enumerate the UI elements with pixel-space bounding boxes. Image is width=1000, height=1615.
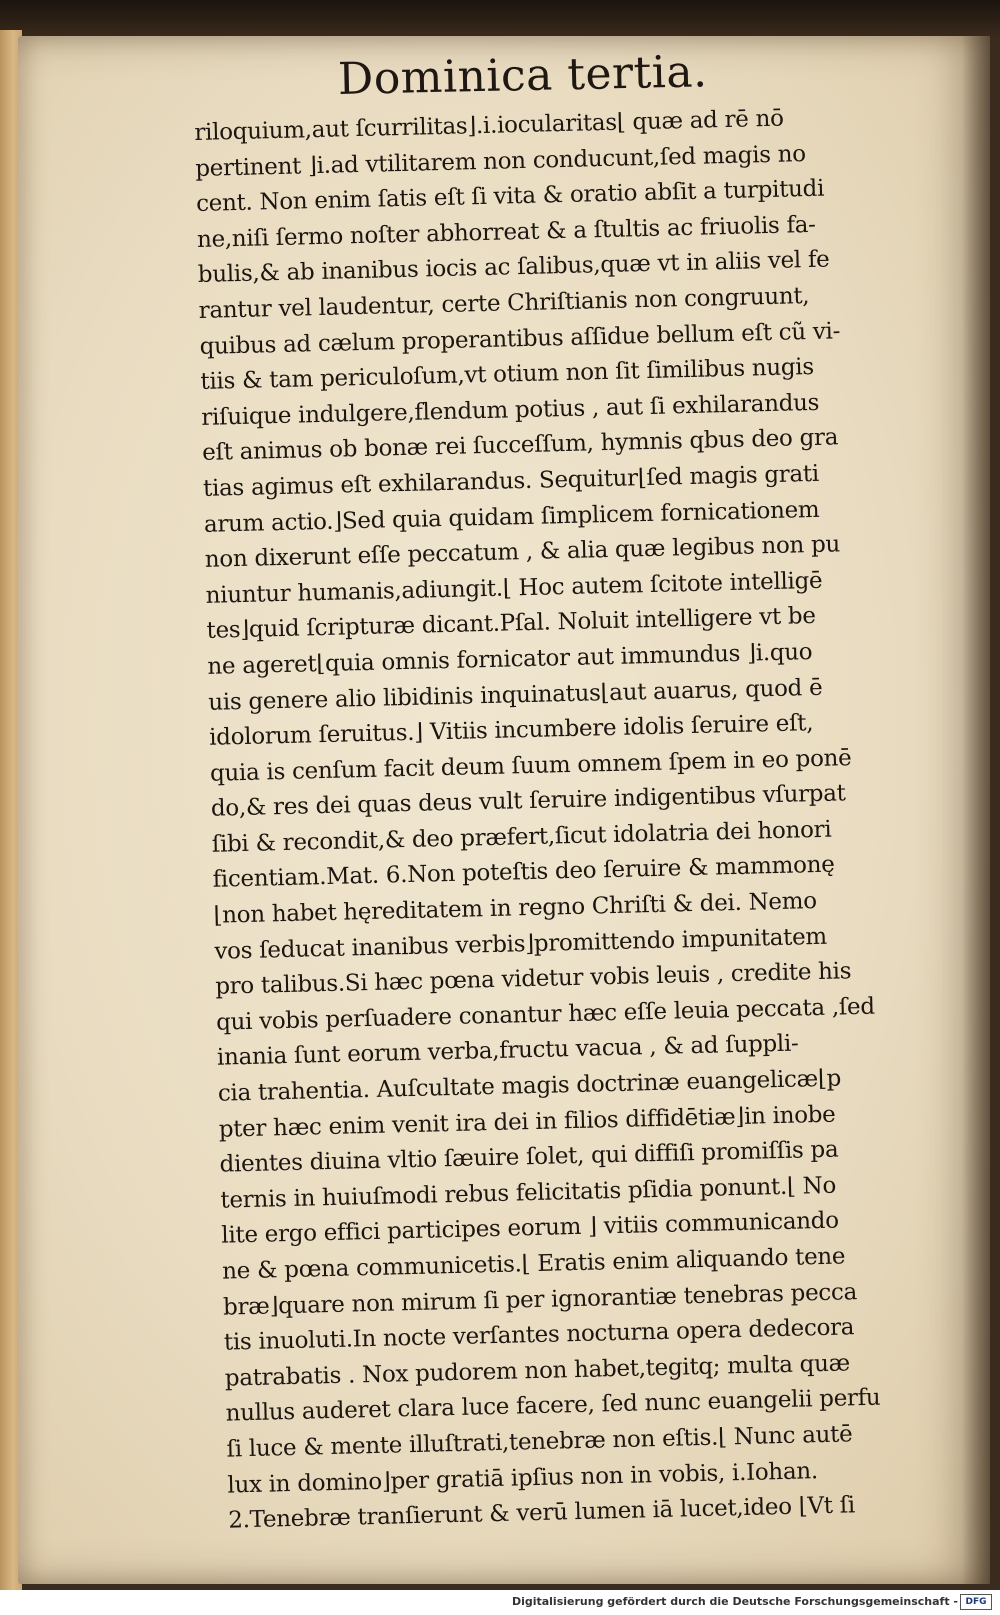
text-line: cia trahentia. Auſcultate magis doctrinæ euangelicæ⌊p	[217, 1065, 842, 1107]
text-line: inania ſunt eorum verba,fructu vacua , & ad ſuppli-	[216, 1030, 799, 1072]
dfg-logo: DFG	[960, 1594, 992, 1610]
text-line: lux in domino⌋per gratiā ipſius non in vobis, i.Iohan.	[227, 1457, 819, 1499]
text-line: non dixerunt eſſe peccatum , & alia quæ legibus non pu	[204, 531, 841, 573]
text-line: bræ⌋quare non mirum ſi per ignorantiæ tenebras pecca	[222, 1278, 858, 1321]
text-line: vos ſeducat inanibus verbis⌋promittendo impunitatem	[214, 923, 828, 965]
text-block	[194, 98, 969, 1539]
text-line: quibus ad cælum properantibus aſſidue bellum eſt cũ vi-	[199, 317, 841, 360]
text-line: ne & pœna communicetis.⌊ Eratis enim aliquando tene	[221, 1243, 846, 1285]
footer-credit: Digitalisierung gefördert durch die Deutsche Forschungsgemeinschaft -	[511, 1595, 958, 1608]
text-line: qui vobis perſuadere conantur hæc eſſe leuia peccata ,ſed	[215, 993, 876, 1036]
book-edge-top	[0, 0, 1000, 38]
text-line: ſibi & recondit,& deo præfert,ſicut idolatria dei honori	[211, 816, 832, 858]
text-line: niuntur humanis,adiungit.⌊ Hoc autem ſcitote intelligē	[205, 567, 823, 609]
text-line: bulis,& ab inanibus iocis ac ſalibus,quæ vt in aliis vel fe	[197, 246, 830, 289]
text-line: eſt animus ob bonæ rei ſucceſſum, hymnis qbus deo gra	[201, 424, 839, 467]
text-line: dientes diuina vltio ſæuire ſolet, qui diffiſi promiſſis pa	[219, 1136, 839, 1178]
text-line: tias agimus eſt exhilarandus. Sequitur⌊ſed magis grati	[202, 460, 820, 502]
text-line: ⌊non habet hęreditatem in regno Chriſti & dei. Nemo	[213, 888, 818, 929]
text-line: 2.Tenebræ tranſierunt & verū lumen iā lucet,ideo ⌊Vt ſi	[228, 1492, 856, 1534]
text-line: uis genere alio libidinis inquinatus⌊aut auarus, quod ē	[208, 674, 823, 716]
text-line: tiis & tam periculoſum,vt otium non ſit ſimilibus nugis	[200, 354, 815, 396]
text-line: riloquium,aut ſcurrilitas⌋.i.iocularitas⌊ quæ ad rē nō	[194, 105, 784, 146]
text-line: lite ergo effici participes eorum ⌋ vitiis communicando	[221, 1207, 840, 1250]
book-page	[18, 36, 990, 1584]
text-line: ne,niſi ſermo noſter abhorreat & a ſtultis ac friuolis fa-	[196, 211, 816, 253]
text-line: quia is cenſum facit deum ſuum omnem ſpem in eo ponē	[209, 744, 852, 787]
text-line: tis inuoluti.In nocte verſantes nocturna opera dedecora	[223, 1314, 855, 1356]
text-line: ternis in huiuſmodi rebus felicitatis pſidia ponunt.⌊ No	[220, 1172, 837, 1214]
text-line: tes⌋quid ſcripturæ dicant.Pſal. Noluit intelligere vt be	[206, 603, 816, 645]
text-line: pter hæc enim venit ira dei in filios diffidētiæ⌋in inobe	[218, 1101, 836, 1143]
text-line: pro talibus.Si hæc pœna videtur vobis leuis , credite his	[214, 958, 852, 1000]
text-line: ficentiam.Mat. 6.Non poteſtis deo ſeruire & mammonę	[212, 852, 835, 894]
text-line: ſi luce & mente illuſtrati,tenebræ non eſtis.⌊ Nunc autē	[226, 1421, 853, 1463]
text-line: rantur vel laudentur, certe Chriſtianis non congruunt,	[198, 282, 810, 324]
running-head: Dominica tertia.	[337, 46, 709, 105]
text-line: ne ageret⌊quia omnis fornicator aut immundus ⌋i.quo	[207, 638, 813, 680]
text-line: patrabatis . Nox pudorem non habet,tegitq; multa quæ	[224, 1350, 851, 1392]
text-line: nullus auderet clara luce facere, ſed nunc euangelii perfu	[225, 1384, 881, 1427]
page-gutter-shadow	[962, 36, 990, 1584]
text-line: arum actio.⌋Sed quia quidam ſimplicem fornicationem	[203, 496, 820, 538]
text-line: cent. Non enim ſatis eſt ſi vita & oratio abſit a turpitudi	[195, 175, 825, 218]
text-line: do,& res dei quas deus vult ſeruire indigentibus vſurpat	[210, 780, 846, 823]
text-line: pertinent ⌋i.ad vtilitarem non conducunt,ſed magis no	[194, 140, 807, 182]
text-line: idolorum ſeruitus.⌋ Vitiis incumbere idolis ſeruire eſt,	[208, 710, 814, 751]
text-line: riſuique indulgere,flendum potius , aut ſi exhilarandus	[201, 389, 820, 431]
